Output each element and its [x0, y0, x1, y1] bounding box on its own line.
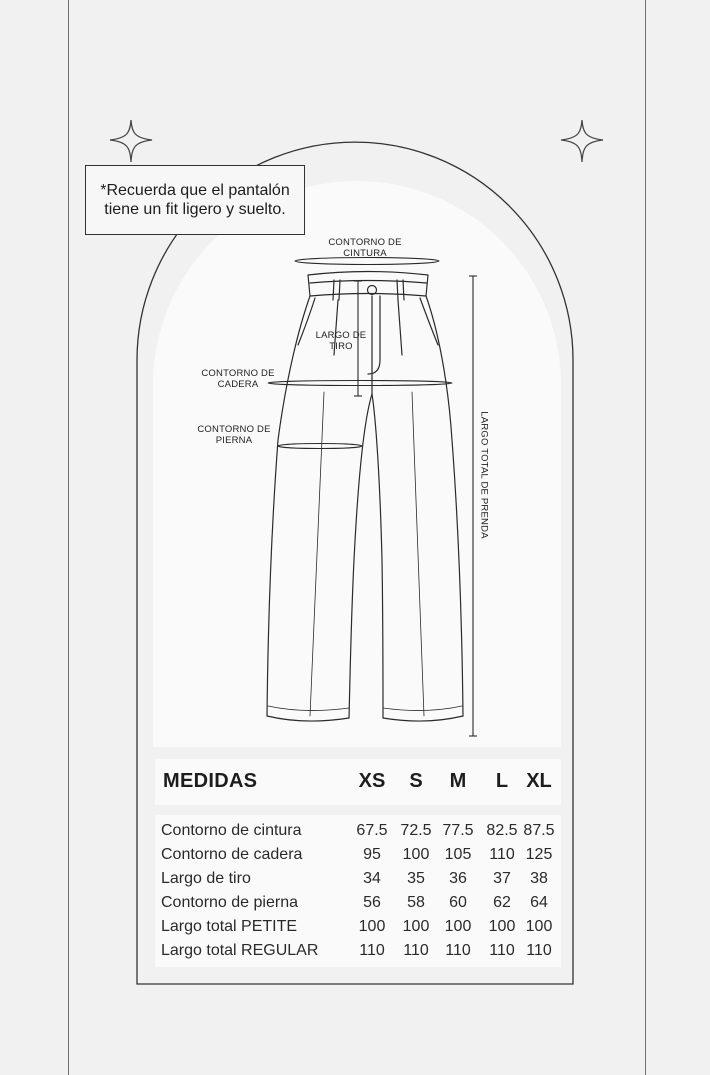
- cell-value: 36: [449, 870, 467, 887]
- row-name: Largo total REGULAR: [161, 942, 319, 959]
- size-header-l: L: [495, 770, 509, 792]
- size-header-m: M: [449, 770, 467, 792]
- label-waist: CONTORNO DE CINTURA: [328, 237, 402, 259]
- table-row: [155, 891, 561, 915]
- cell-value: 35: [407, 870, 425, 887]
- table-title: MEDIDAS: [163, 770, 258, 792]
- cell-value: 82.5: [486, 822, 518, 839]
- cell-value: 100: [444, 918, 472, 935]
- label-leg: CONTORNO DE PIERNA: [197, 424, 271, 446]
- row-name: Largo de tiro: [161, 870, 251, 887]
- table-row: [155, 867, 561, 891]
- cell-value: 58: [407, 894, 425, 911]
- cell-value: 38: [530, 870, 548, 887]
- cell-value: 37: [493, 870, 511, 887]
- cell-value: 110: [359, 942, 385, 959]
- table-row: [155, 819, 561, 843]
- label-total-length: LARGO TOTAL DE PRENDA: [478, 411, 490, 539]
- cell-value: 100: [488, 918, 516, 935]
- cell-value: 95: [363, 846, 381, 863]
- row-name: Contorno de pierna: [161, 894, 298, 911]
- cell-value: 72.5: [400, 822, 432, 839]
- row-name: Contorno de cintura: [161, 822, 302, 839]
- label-rise: LARGO DE TIRO: [315, 330, 367, 352]
- cell-value: 56: [363, 894, 381, 911]
- size-header-xl: XL: [526, 770, 552, 792]
- table-row: [155, 939, 561, 963]
- table-row: [155, 843, 561, 867]
- label-hip: CONTORNO DE CADERA: [201, 368, 275, 390]
- fit-note-box: [85, 165, 305, 235]
- cell-value: 100: [402, 846, 430, 863]
- cell-value: 100: [402, 918, 430, 935]
- table-row: [155, 915, 561, 939]
- row-name: Largo total PETITE: [161, 918, 298, 935]
- cell-value: 67.5: [356, 822, 388, 839]
- sparkle-left-icon: [110, 120, 152, 162]
- cell-value: 87.5: [523, 822, 555, 839]
- cell-value: 110: [403, 942, 429, 959]
- cell-value: 125: [525, 846, 553, 863]
- cell-value: 77.5: [442, 822, 474, 839]
- cell-value: 100: [525, 918, 553, 935]
- cell-value: 62: [493, 894, 511, 911]
- size-header-xs: XS: [358, 770, 386, 792]
- cell-value: 110: [445, 942, 471, 959]
- size-table: [155, 815, 561, 967]
- cell-value: 110: [526, 942, 552, 959]
- size-table-header: [155, 759, 561, 805]
- sparkle-right-icon: [561, 120, 603, 162]
- cell-value: 34: [363, 870, 381, 887]
- fit-note-text: *Recuerda que el pantalón tiene un fit ligero y suelto.: [100, 182, 290, 218]
- cell-value: 100: [358, 918, 386, 935]
- inner-panel: [153, 181, 561, 747]
- cell-value: 110: [489, 846, 515, 863]
- cell-value: 64: [530, 894, 548, 911]
- cell-value: 60: [449, 894, 467, 911]
- cell-value: 105: [444, 846, 472, 863]
- size-header-s: S: [409, 770, 423, 792]
- cell-value: 110: [489, 942, 515, 959]
- row-name: Contorno de cadera: [161, 846, 303, 863]
